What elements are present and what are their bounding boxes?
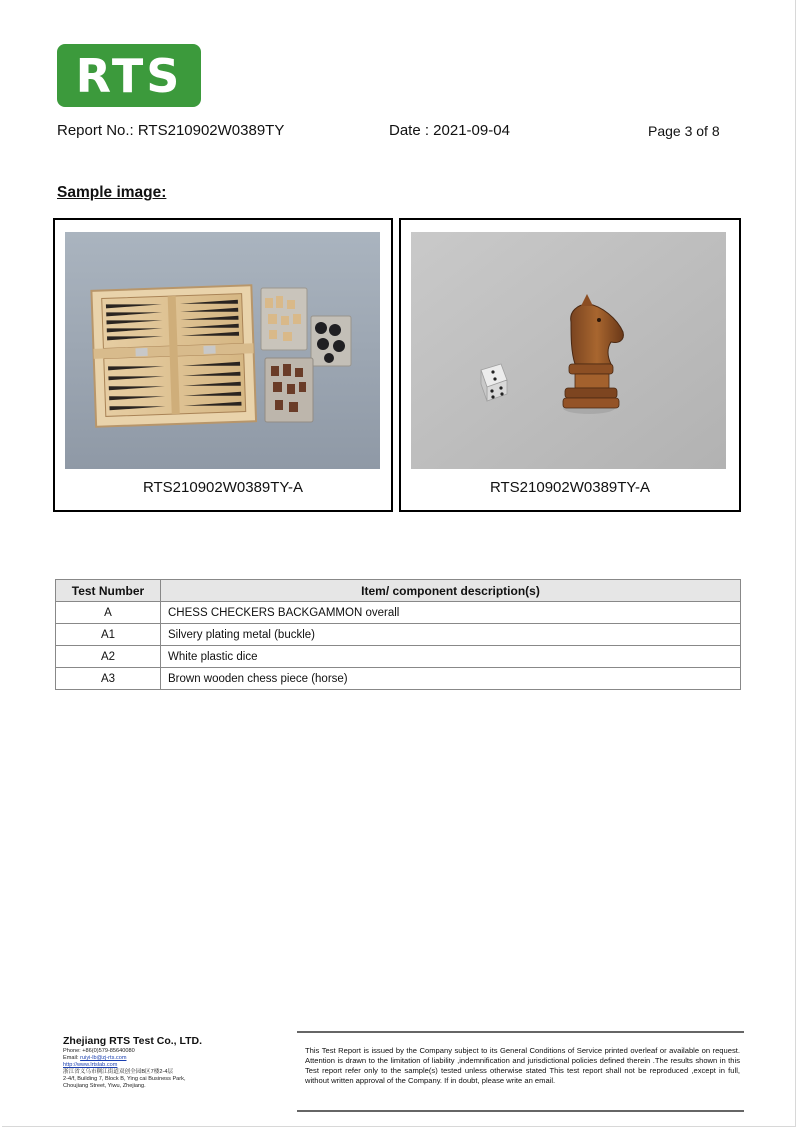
board-photo-illustration	[65, 232, 380, 469]
company-phone: Phone: +86(0)579-85640080	[63, 1048, 135, 1054]
company-email-line	[63, 1055, 263, 1062]
test-number-cell: A	[56, 602, 161, 624]
sample-image-frame	[399, 218, 741, 512]
description-cell: Silvery plating metal (buckle)	[161, 624, 741, 646]
table-row	[56, 668, 741, 690]
address-line-1: 2-4/f, Building 7, Block B, Ying cai Business Park,	[63, 1076, 186, 1082]
logo-text: RTS	[75, 48, 183, 103]
website-link[interactable]: http://www.lrtslab.com	[63, 1062, 118, 1068]
company-contact	[63, 1048, 263, 1090]
description-cell: CHESS CHECKERS BACKGAMMON overall	[161, 602, 741, 624]
test-number-cell: A1	[56, 624, 161, 646]
page	[2, 0, 796, 1127]
column-header-test-number: Test Number	[56, 580, 161, 602]
address-chinese: 浙江省义乌市稠江街道双创全园B区7楼2-4层	[63, 1069, 174, 1075]
address-line-2: Choujiang Street, Yiwu, Zhejiang.	[63, 1083, 146, 1089]
column-header-description: Item/ component description(s)	[161, 580, 741, 602]
rts-logo	[57, 44, 201, 107]
test-number-cell: A2	[56, 646, 161, 668]
dice-shape	[481, 364, 507, 401]
dice-knight-photo-illustration	[411, 232, 726, 469]
table-header-row	[56, 580, 741, 602]
sample-photo-dice-knight	[411, 232, 726, 469]
description-cell: Brown wooden chess piece (horse)	[161, 668, 741, 690]
table-row	[56, 646, 741, 668]
section-title-sample-image: Sample image:	[57, 184, 167, 201]
page-number: Page 3 of 8	[648, 123, 720, 139]
sample-photo-board	[65, 232, 380, 469]
sample-caption: RTS210902W0389TY-A	[489, 479, 651, 496]
table-row	[56, 624, 741, 646]
description-cell: White plastic dice	[161, 646, 741, 668]
sample-image-frame	[53, 218, 393, 512]
disclaimer-text: This Test Report is issued by the Company subject to its General Conditions of Service printed overleaf or available on request. Attention is drawn to the limitation of liability ,indemnification and jurisdictional policies defined therein .The results shown in this Test report refer only to the sample(s) tested unless otherwise stated This test report shall not be reproduced ,except in full, without written approval of the Company. If in doubt, please write an email.	[305, 1046, 740, 1085]
email-link[interactable]: ruiyi-lb@zj-rts.com	[80, 1055, 127, 1061]
report-number: Report No.: RTS210902W0389TY	[57, 122, 285, 139]
table-row	[56, 602, 741, 624]
test-items-table	[55, 579, 741, 690]
company-name: Zhejiang RTS Test Co., LTD.	[63, 1035, 203, 1047]
test-number-cell: A3	[56, 668, 161, 690]
report-date: Date : 2021-09-04	[389, 122, 510, 139]
email-label: Email:	[63, 1055, 81, 1061]
disclaimer-box	[297, 1031, 744, 1112]
sample-caption: RTS210902W0389TY-A	[142, 479, 304, 496]
